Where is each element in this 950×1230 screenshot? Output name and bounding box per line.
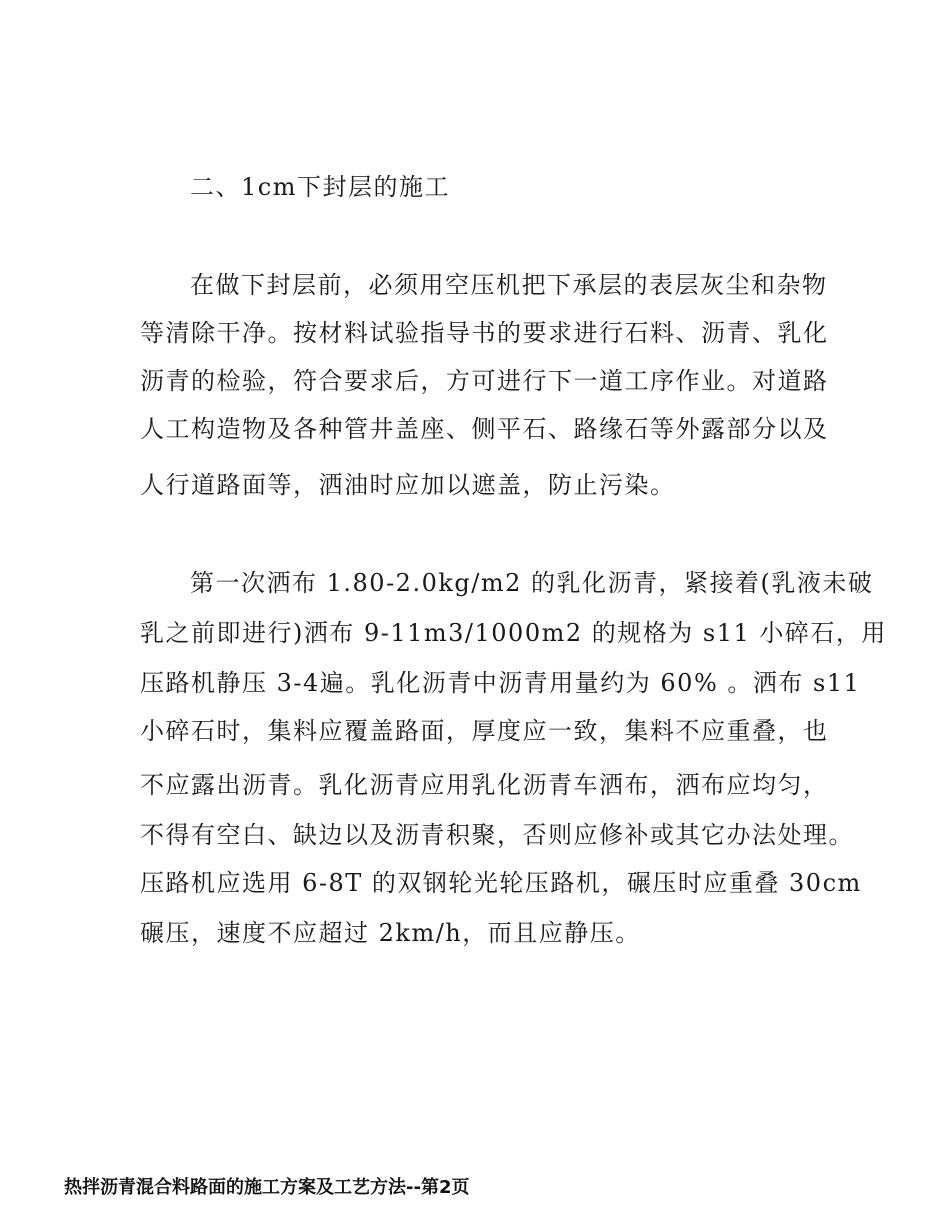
paragraph-line: 第一次洒布 1.80-2.0kg/m2 的乳化沥青，紧接着(乳液未破 xyxy=(190,569,874,597)
paragraph-line: 乳之前即进行)洒布 9-11m3/1000m2 的规格为 s11 小碎石，用 xyxy=(140,619,887,647)
section-heading: 二、1cm下封层的施工 xyxy=(190,173,450,201)
paragraph-line: 不应露出沥青。乳化沥青应用乳化沥青车洒布，洒布应均匀， xyxy=(140,771,829,799)
paragraph-line: 压路机应选用 6-8T 的双钢轮光轮压路机，碾压时应重叠 30cm xyxy=(140,869,862,897)
paragraph-line: 沥青的检验，符合要求后，方可进行下一道工序作业。对道路 xyxy=(140,367,829,395)
paragraph-line: 压路机静压 3-4遍。乳化沥青中沥青用量约为 60% 。洒布 s11 xyxy=(140,669,861,697)
paragraph-line: 人行道路面等，洒油时应加以遮盖，防止污染。 xyxy=(140,471,676,499)
paragraph-line: 小碎石时，集料应覆盖路面，厚度应一致，集料不应重叠，也 xyxy=(140,717,829,745)
paragraph-line: 等清除干净。按材料试验指导书的要求进行石料、沥青、乳化 xyxy=(140,319,829,347)
page-footer: 热拌沥青混合料路面的施工方案及工艺方法--第2页 xyxy=(64,1177,470,1198)
paragraph-line: 不得有空白、缺边以及沥青积聚，否则应修补或其它办法处理。 xyxy=(140,821,854,849)
paragraph-line: 在做下封层前，必须用空压机把下承层的表层灰尘和杂物 xyxy=(190,271,828,299)
paragraph-line: 人工构造物及各种管井盖座、侧平石、路缘石等外露部分以及 xyxy=(140,415,829,443)
paragraph-line: 碾压，速度不应超过 2km/h，而且应静压。 xyxy=(140,919,641,947)
